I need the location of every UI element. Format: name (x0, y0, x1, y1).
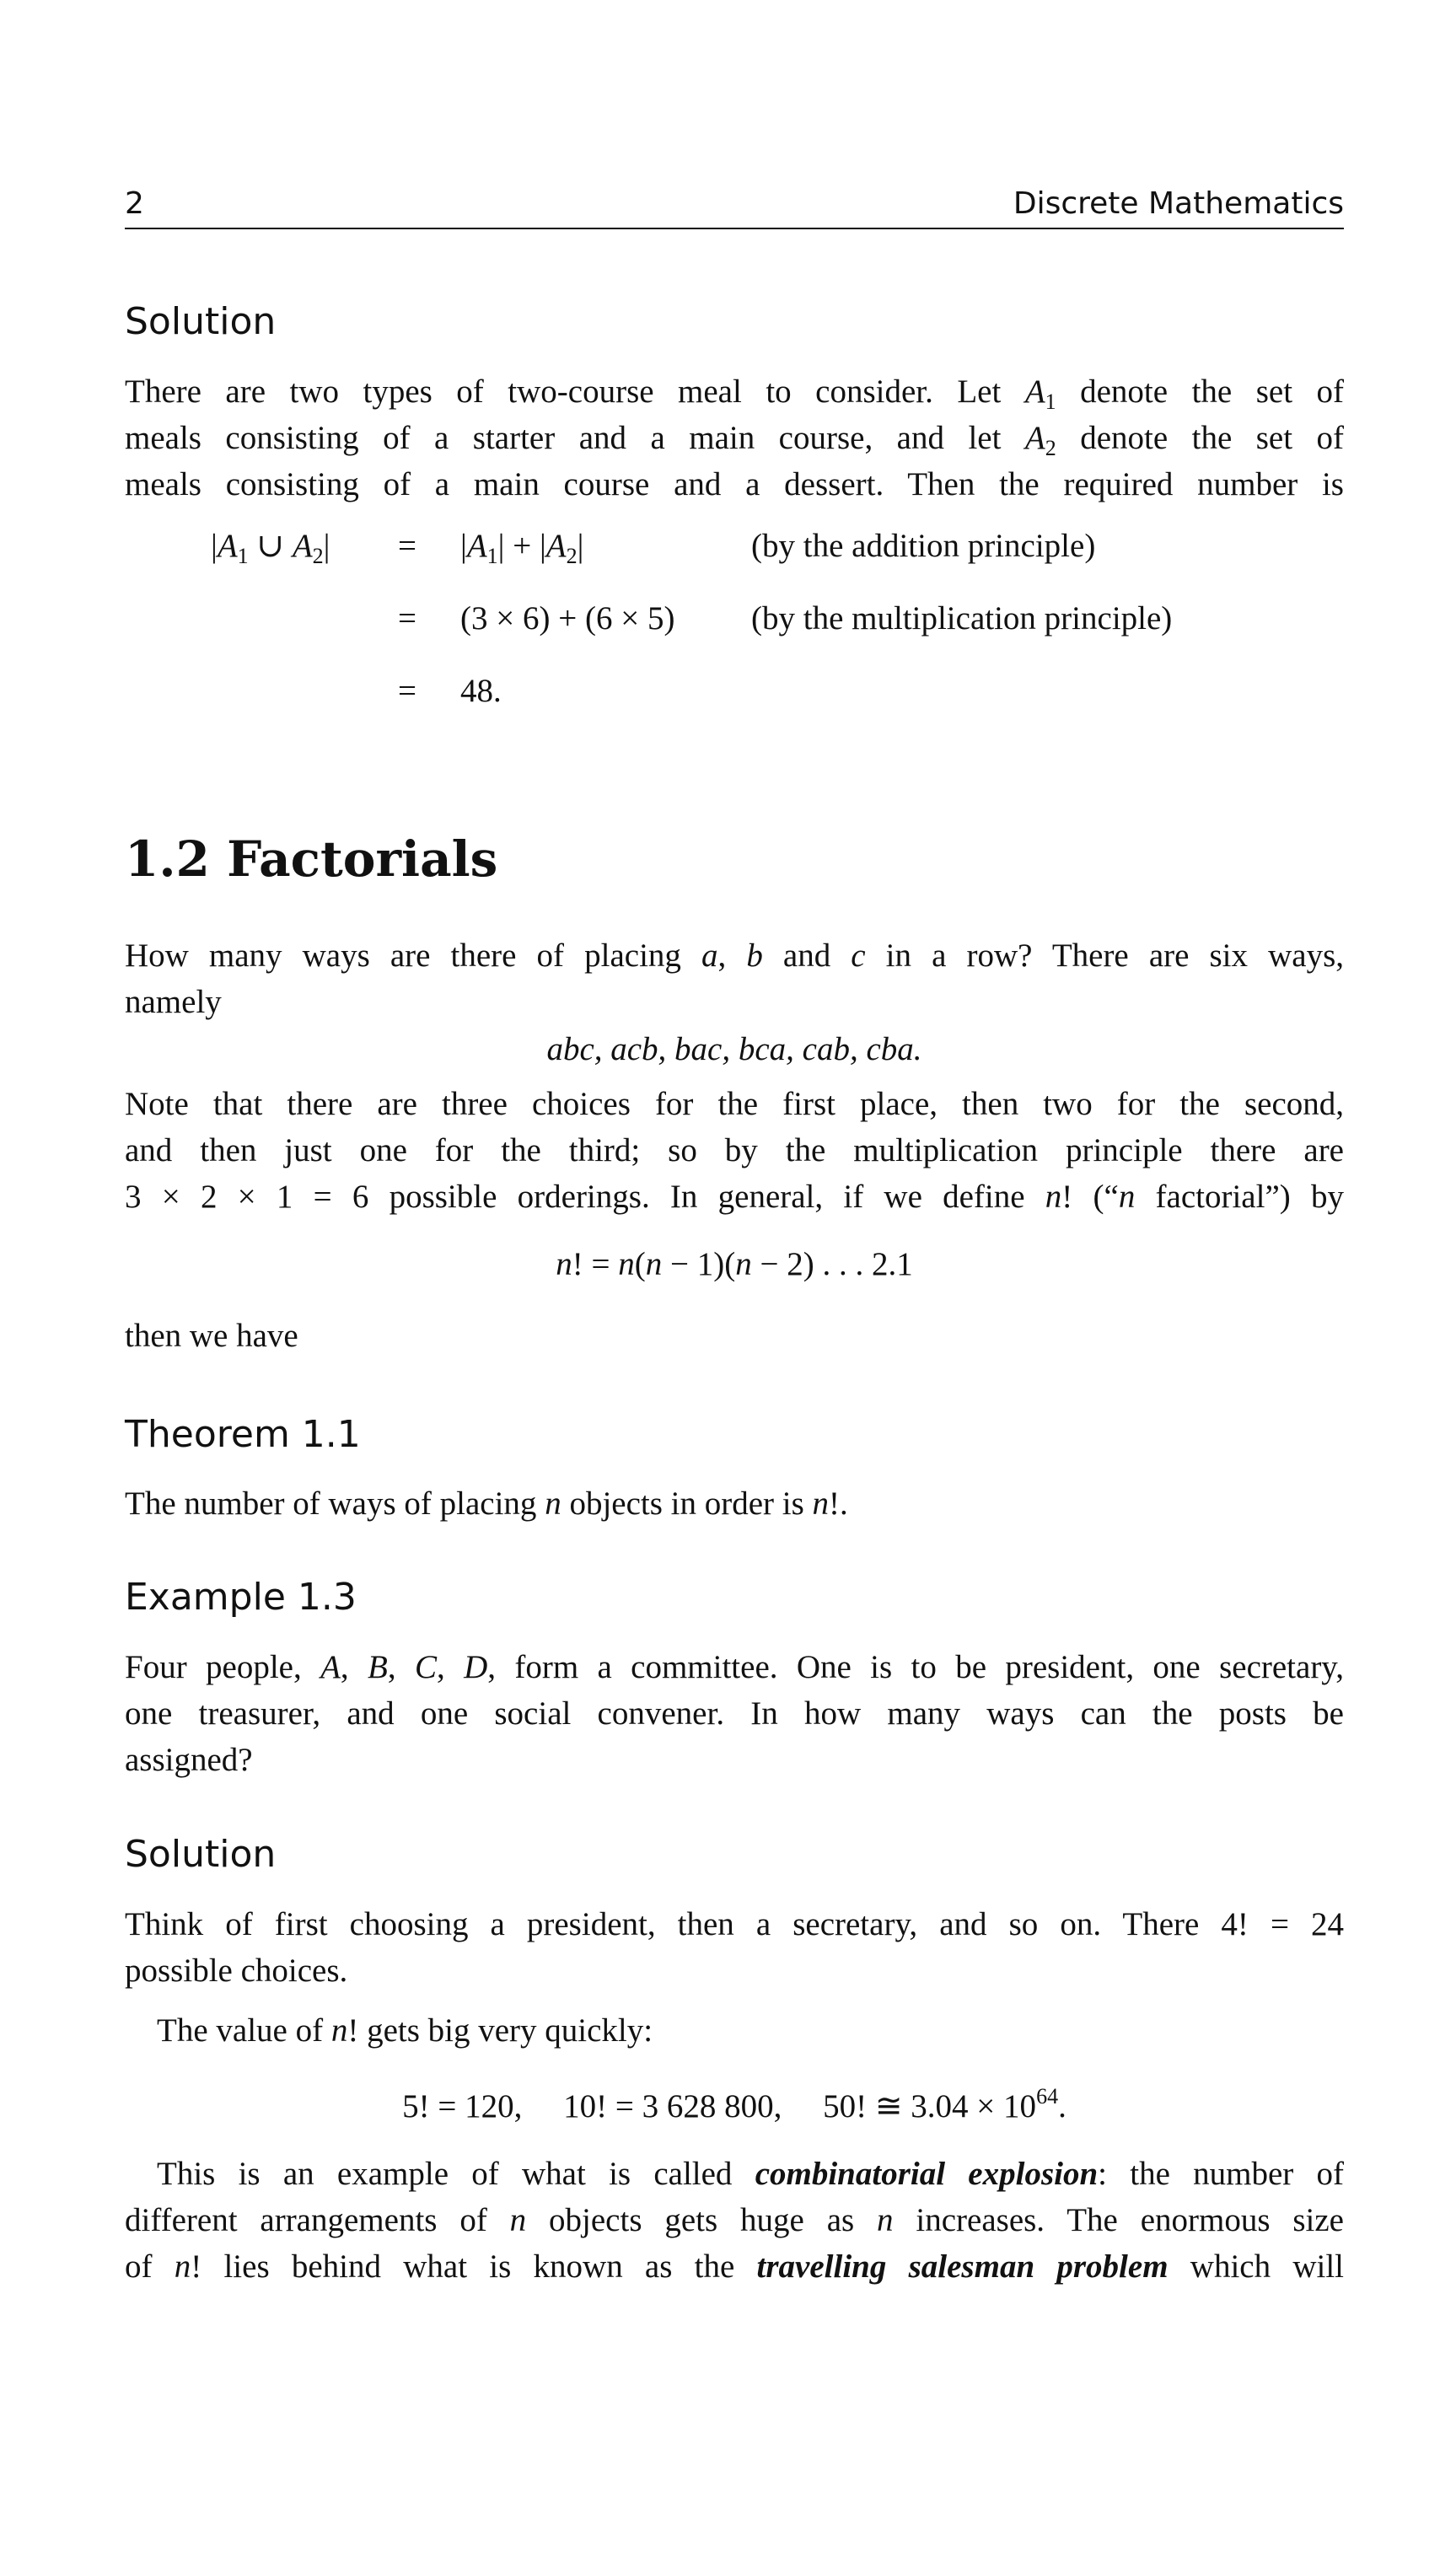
note-line-3: 3 × 2 × 1 = 6 possible orderings. In general, if we define n! (“n factorial”) by (125, 1179, 1344, 1215)
growth-intro-line: The value of n! gets big very quickly: (157, 2012, 653, 2049)
value-50-exponent: 64 (1036, 2084, 1059, 2108)
solution-line-2: meals consisting of a starter and a main course, and let $A_2$ denote the set of (125, 420, 1344, 460)
intro-paragraph (125, 932, 1344, 1025)
solution-line-2: possible choices. (125, 1953, 348, 1989)
page-number: 2 (125, 186, 144, 221)
then-we-have (125, 1313, 1344, 1359)
equation-lhs: $|A_1$ ∪ $A_2|$ (211, 528, 330, 568)
equation-rhs: 48. (460, 673, 502, 709)
final-paragraph (125, 2151, 1344, 2290)
theorem-statement (125, 1480, 1344, 1527)
theorem-heading: Theorem 1.1 (125, 1413, 361, 1456)
solution-line-1: Think of first choosing a president, then a secretary, and so on. There 4! = 24 (125, 1906, 1344, 1942)
note-line-1: Note that there are three choices for the first place, then two for the second, (125, 1086, 1344, 1122)
term-combinatorial-explosion: combinatorial explosion (755, 2156, 1099, 2192)
example-line-3: assigned? (125, 1742, 253, 1778)
value-50-period: . (1058, 2088, 1066, 2125)
example-line-1: Four people, A, B, C, D, form a committee. One is to be president, one secretary, (125, 1649, 1345, 1685)
factorial-values (125, 2083, 1344, 2130)
final-line-1: This is an example of what is called combinatorial explosion: the number of (157, 2156, 1345, 2192)
value-50: 50! ≅ 3.04 × 10 (823, 2088, 1037, 2125)
solution-heading: Solution (125, 1833, 277, 1876)
solution-heading: Solution (125, 300, 277, 343)
solution-line-3: meals consisting of a main course and a dessert. Then the required number is (125, 466, 1344, 502)
book-title: Discrete Mathematics (1013, 186, 1344, 221)
value-5: 5! = 120, (402, 2088, 523, 2125)
growth-intro (125, 2007, 1344, 2054)
example-line-2: one treasurer, and one social convener. In how many ways can the posts be (125, 1695, 1344, 1732)
factorial-definition: n! = n(n − 1)(n − 2) . . . 2.1 (556, 1246, 913, 1282)
solution-line-1: There are two types of two-course meal to consider. Let $A_1$ denote the set of (125, 373, 1344, 414)
solution-paragraph (125, 368, 1344, 508)
value-10: 10! = 3 628 800, (563, 2088, 782, 2125)
note-paragraph (125, 1081, 1344, 1220)
solution-paragraph (125, 1901, 1344, 1994)
theorem-line: The number of ways of placing n objects in order is n!. (125, 1485, 848, 1522)
final-line-3: of n! lies behind what is known as the travelling salesman problem which will (125, 2248, 1345, 2285)
final-line-2: different arrangements of n objects gets huge as n increases. The enormous size (125, 2202, 1344, 2238)
running-header (125, 187, 1344, 229)
equation-rhs: (3 × 6) + (6 × 5) (460, 600, 675, 637)
term-travelling-salesman: travelling salesman problem (756, 2248, 1169, 2285)
equation-note: (by the addition principle) (751, 528, 1096, 564)
note-line-2: and then just one for the third; so by the multiplication principle there are (125, 1132, 1344, 1168)
equation-rel: = (398, 528, 416, 564)
intro-line-1: How many ways are there of placing a, b and c in a row? There are six ways, (125, 937, 1344, 974)
example-paragraph (125, 1644, 1344, 1783)
section-heading: 1.2 Factorials (125, 830, 498, 888)
equation-note: (by the multiplication principle) (751, 600, 1173, 637)
intro-line-2: namely (125, 984, 222, 1020)
then-line: then we have (125, 1318, 298, 1354)
example-heading: Example 1.3 (125, 1576, 357, 1619)
orderings-text: abc, acb, bac, bca, cab, cba. (546, 1031, 922, 1067)
equation-rel: = (398, 600, 416, 637)
equation-rhs: $|A_1| + |A_2|$ (460, 528, 584, 568)
orderings-list (125, 1026, 1344, 1072)
equation-rel: = (398, 673, 416, 709)
